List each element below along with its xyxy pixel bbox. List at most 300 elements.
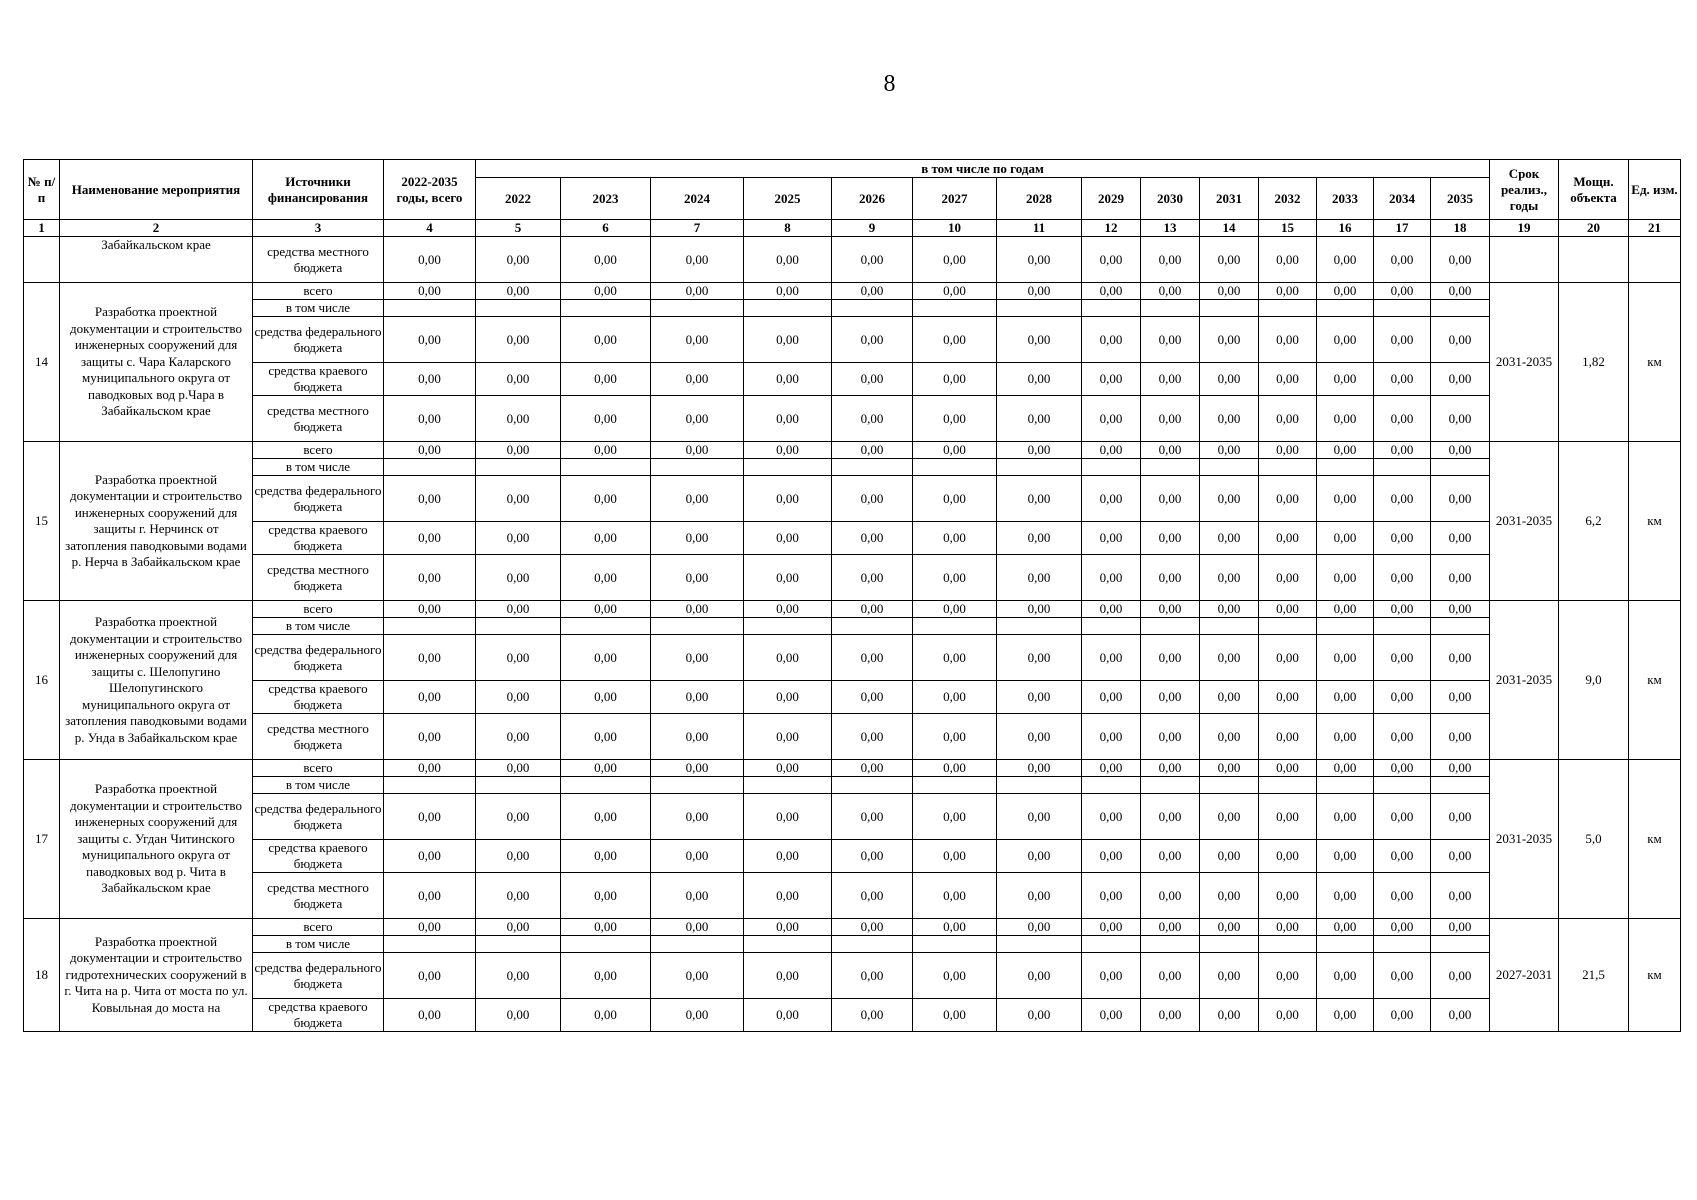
table-row xyxy=(24,396,1681,442)
table-body xyxy=(24,237,1681,1032)
value-cell xyxy=(1200,300,1259,317)
value-cell: 0,00 xyxy=(832,522,913,555)
value-cell: 0,00 xyxy=(1082,476,1141,522)
header-term: Срок реализ., годы xyxy=(1490,160,1559,220)
event-name-cell: Разработка проектной документации и строительство инженерных сооружений для защиты г. Нерчинск от затопления паводковыми водами р. Нерча в Забайкальском крае xyxy=(60,442,253,601)
value-cell: 0,00 xyxy=(1317,760,1374,777)
value-cell: 0,00 xyxy=(832,317,913,363)
value-cell: 0,00 xyxy=(384,681,476,714)
column-number-cell: 4 xyxy=(384,220,476,237)
value-cell xyxy=(561,300,651,317)
value-cell xyxy=(1431,936,1490,953)
value-cell: 0,00 xyxy=(1259,635,1317,681)
value-cell: 0,00 xyxy=(1431,681,1490,714)
value-cell xyxy=(1374,618,1431,635)
column-number-cell: 1 xyxy=(24,220,60,237)
table-row xyxy=(24,936,1681,953)
value-cell: 0,00 xyxy=(476,635,561,681)
value-cell: 0,00 xyxy=(1317,476,1374,522)
value-cell xyxy=(1141,618,1200,635)
funding-source-cell: средства местного бюджета xyxy=(253,237,384,283)
value-cell: 0,00 xyxy=(1374,919,1431,936)
value-cell: 0,00 xyxy=(651,999,744,1032)
funding-source-cell: средства федерального бюджета xyxy=(253,794,384,840)
value-cell: 0,00 xyxy=(384,840,476,873)
value-cell: 0,00 xyxy=(997,760,1082,777)
value-cell: 0,00 xyxy=(384,601,476,618)
value-cell: 0,00 xyxy=(651,283,744,300)
value-cell: 0,00 xyxy=(1200,794,1259,840)
value-cell: 0,00 xyxy=(1259,363,1317,396)
value-cell: 0,00 xyxy=(1259,442,1317,459)
value-cell: 0,00 xyxy=(1317,601,1374,618)
column-number-cell: 13 xyxy=(1141,220,1200,237)
table-row xyxy=(24,840,1681,873)
unit-cell: км xyxy=(1629,442,1681,601)
value-cell xyxy=(1317,618,1374,635)
value-cell: 0,00 xyxy=(1082,555,1141,601)
value-cell: 0,00 xyxy=(1200,237,1259,283)
row-number-cell: 18 xyxy=(24,919,60,1032)
value-cell xyxy=(1374,459,1431,476)
header-year-2031: 2031 xyxy=(1200,178,1259,220)
value-cell: 0,00 xyxy=(832,601,913,618)
value-cell: 0,00 xyxy=(561,681,651,714)
value-cell: 0,00 xyxy=(1082,714,1141,760)
column-number-cell: 10 xyxy=(913,220,997,237)
value-cell: 0,00 xyxy=(1200,919,1259,936)
value-cell: 0,00 xyxy=(1374,283,1431,300)
header-source: Источники финансирования xyxy=(253,160,384,220)
value-cell xyxy=(997,777,1082,794)
table-row xyxy=(24,681,1681,714)
header-year-2028: 2028 xyxy=(997,178,1082,220)
funding-source-cell: средства федерального бюджета xyxy=(253,476,384,522)
value-cell: 0,00 xyxy=(384,919,476,936)
value-cell: 0,00 xyxy=(913,363,997,396)
value-cell: 0,00 xyxy=(651,919,744,936)
value-cell: 0,00 xyxy=(1200,442,1259,459)
header-year-2026: 2026 xyxy=(832,178,913,220)
table-row xyxy=(24,873,1681,919)
value-cell: 0,00 xyxy=(561,555,651,601)
term-cell: 2031-2035 xyxy=(1490,442,1559,601)
value-cell: 0,00 xyxy=(1141,237,1200,283)
value-cell: 0,00 xyxy=(1259,555,1317,601)
value-cell xyxy=(1141,459,1200,476)
value-cell: 0,00 xyxy=(1431,396,1490,442)
value-cell: 0,00 xyxy=(1141,840,1200,873)
event-name-cell: Разработка проектной документации и строительство гидротехнических сооружений в г. Чита на р. Чита от моста по ул. Ковыльная до моста на xyxy=(60,919,253,1032)
value-cell: 0,00 xyxy=(1431,601,1490,618)
value-cell: 0,00 xyxy=(744,919,832,936)
value-cell: 0,00 xyxy=(1082,363,1141,396)
value-cell: 0,00 xyxy=(997,283,1082,300)
column-number-cell: 12 xyxy=(1082,220,1141,237)
value-cell: 0,00 xyxy=(1317,555,1374,601)
value-cell xyxy=(1431,300,1490,317)
capacity-cell xyxy=(1559,237,1629,283)
value-cell: 0,00 xyxy=(913,237,997,283)
row-number-cell: 15 xyxy=(24,442,60,601)
value-cell: 0,00 xyxy=(1200,283,1259,300)
value-cell: 0,00 xyxy=(913,919,997,936)
value-cell: 0,00 xyxy=(913,953,997,999)
value-cell: 0,00 xyxy=(651,681,744,714)
value-cell: 0,00 xyxy=(1317,840,1374,873)
value-cell: 0,00 xyxy=(1141,873,1200,919)
value-cell xyxy=(744,618,832,635)
value-cell: 0,00 xyxy=(1141,522,1200,555)
value-cell xyxy=(1082,459,1141,476)
value-cell: 0,00 xyxy=(1317,794,1374,840)
funding-source-cell: всего xyxy=(253,919,384,936)
funding-source-cell: в том числе xyxy=(253,936,384,953)
value-cell: 0,00 xyxy=(1141,635,1200,681)
value-cell: 0,00 xyxy=(997,681,1082,714)
value-cell: 0,00 xyxy=(1082,681,1141,714)
value-cell: 0,00 xyxy=(1082,317,1141,363)
value-cell: 0,00 xyxy=(561,953,651,999)
value-cell: 0,00 xyxy=(561,714,651,760)
value-cell: 0,00 xyxy=(832,714,913,760)
term-cell xyxy=(1490,237,1559,283)
value-cell: 0,00 xyxy=(651,635,744,681)
value-cell xyxy=(832,777,913,794)
value-cell: 0,00 xyxy=(476,840,561,873)
value-cell: 0,00 xyxy=(1374,476,1431,522)
value-cell: 0,00 xyxy=(1200,840,1259,873)
column-number-cell: 19 xyxy=(1490,220,1559,237)
value-cell: 0,00 xyxy=(561,237,651,283)
value-cell: 0,00 xyxy=(1317,522,1374,555)
header-year-2032: 2032 xyxy=(1259,178,1317,220)
table-row xyxy=(24,459,1681,476)
value-cell: 0,00 xyxy=(744,442,832,459)
value-cell: 0,00 xyxy=(1200,635,1259,681)
value-cell xyxy=(913,777,997,794)
value-cell: 0,00 xyxy=(832,760,913,777)
row-number-cell xyxy=(24,237,60,283)
value-cell: 0,00 xyxy=(913,555,997,601)
value-cell: 0,00 xyxy=(997,396,1082,442)
value-cell: 0,00 xyxy=(476,442,561,459)
value-cell: 0,00 xyxy=(1374,999,1431,1032)
value-cell: 0,00 xyxy=(832,442,913,459)
value-cell: 0,00 xyxy=(1317,237,1374,283)
value-cell: 0,00 xyxy=(1082,635,1141,681)
value-cell: 0,00 xyxy=(561,317,651,363)
budget-table xyxy=(23,159,1681,1032)
funding-source-cell: в том числе xyxy=(253,618,384,635)
value-cell xyxy=(384,777,476,794)
header-year-2022: 2022 xyxy=(476,178,561,220)
term-cell: 2031-2035 xyxy=(1490,601,1559,760)
value-cell xyxy=(997,618,1082,635)
event-name-cell: Разработка проектной документации и строительство инженерных сооружений для защиты с. Шелопугино Шелопугинского муниципального округа от затопления паводковыми водами р. Унда в Забайкальском крае xyxy=(60,601,253,760)
value-cell: 0,00 xyxy=(1259,681,1317,714)
table-row xyxy=(24,760,1681,777)
column-number-cell: 9 xyxy=(832,220,913,237)
table-row xyxy=(24,283,1681,300)
table-row xyxy=(24,317,1681,363)
value-cell: 0,00 xyxy=(476,237,561,283)
value-cell: 0,00 xyxy=(997,363,1082,396)
value-cell: 0,00 xyxy=(1317,442,1374,459)
value-cell xyxy=(384,459,476,476)
value-cell: 0,00 xyxy=(476,919,561,936)
value-cell: 0,00 xyxy=(1374,363,1431,396)
value-cell: 0,00 xyxy=(1082,522,1141,555)
value-cell: 0,00 xyxy=(384,317,476,363)
value-cell: 0,00 xyxy=(476,999,561,1032)
value-cell: 0,00 xyxy=(1141,442,1200,459)
funding-source-cell: всего xyxy=(253,283,384,300)
column-number-cell: 7 xyxy=(651,220,744,237)
value-cell: 0,00 xyxy=(744,681,832,714)
value-cell: 0,00 xyxy=(1431,919,1490,936)
value-cell: 0,00 xyxy=(476,714,561,760)
value-cell: 0,00 xyxy=(651,317,744,363)
value-cell xyxy=(744,777,832,794)
event-name-cell: Разработка проектной документации и строительство инженерных сооружений для защиты с. Чара Каларского муниципального округа от паводковых вод р.Чара в Забайкальском крае xyxy=(60,283,253,442)
value-cell: 0,00 xyxy=(1431,363,1490,396)
value-cell xyxy=(561,459,651,476)
value-cell: 0,00 xyxy=(1141,476,1200,522)
value-cell: 0,00 xyxy=(1141,919,1200,936)
funding-source-cell: всего xyxy=(253,442,384,459)
value-cell xyxy=(1082,300,1141,317)
value-cell: 0,00 xyxy=(476,953,561,999)
value-cell: 0,00 xyxy=(651,522,744,555)
value-cell: 0,00 xyxy=(1431,555,1490,601)
value-cell xyxy=(1141,300,1200,317)
event-name-cell: Забайкальском крае xyxy=(60,237,253,283)
value-cell xyxy=(1431,459,1490,476)
value-cell: 0,00 xyxy=(1374,317,1431,363)
value-cell: 0,00 xyxy=(997,237,1082,283)
value-cell: 0,00 xyxy=(1374,840,1431,873)
value-cell: 0,00 xyxy=(1431,760,1490,777)
header-year-2027: 2027 xyxy=(913,178,997,220)
term-cell: 2031-2035 xyxy=(1490,760,1559,919)
value-cell: 0,00 xyxy=(832,840,913,873)
value-cell: 0,00 xyxy=(561,396,651,442)
value-cell: 0,00 xyxy=(476,555,561,601)
value-cell: 0,00 xyxy=(997,317,1082,363)
value-cell: 0,00 xyxy=(1200,396,1259,442)
value-cell: 0,00 xyxy=(561,522,651,555)
value-cell xyxy=(1141,777,1200,794)
value-cell xyxy=(1141,936,1200,953)
value-cell: 0,00 xyxy=(561,794,651,840)
value-cell: 0,00 xyxy=(1374,601,1431,618)
value-cell: 0,00 xyxy=(744,760,832,777)
value-cell: 0,00 xyxy=(476,317,561,363)
value-cell xyxy=(1259,618,1317,635)
value-cell: 0,00 xyxy=(1317,999,1374,1032)
row-number-cell: 17 xyxy=(24,760,60,919)
value-cell: 0,00 xyxy=(832,283,913,300)
value-cell: 0,00 xyxy=(1141,283,1200,300)
value-cell xyxy=(651,459,744,476)
table-row xyxy=(24,601,1681,618)
value-cell: 0,00 xyxy=(1317,396,1374,442)
value-cell xyxy=(1200,936,1259,953)
value-cell: 0,00 xyxy=(1259,476,1317,522)
value-cell: 0,00 xyxy=(832,555,913,601)
column-number-cell: 21 xyxy=(1629,220,1681,237)
value-cell: 0,00 xyxy=(997,873,1082,919)
column-number-cell: 3 xyxy=(253,220,384,237)
funding-source-cell: средства местного бюджета xyxy=(253,555,384,601)
value-cell: 0,00 xyxy=(913,681,997,714)
value-cell: 0,00 xyxy=(651,555,744,601)
value-cell: 0,00 xyxy=(1200,760,1259,777)
value-cell xyxy=(1200,459,1259,476)
value-cell: 0,00 xyxy=(997,999,1082,1032)
value-cell xyxy=(651,618,744,635)
value-cell: 0,00 xyxy=(1317,919,1374,936)
value-cell: 0,00 xyxy=(1431,873,1490,919)
value-cell: 0,00 xyxy=(997,442,1082,459)
value-cell: 0,00 xyxy=(476,283,561,300)
value-cell: 0,00 xyxy=(1317,953,1374,999)
value-cell: 0,00 xyxy=(384,555,476,601)
value-cell: 0,00 xyxy=(651,442,744,459)
value-cell: 0,00 xyxy=(913,317,997,363)
value-cell: 0,00 xyxy=(1317,681,1374,714)
value-cell: 0,00 xyxy=(384,635,476,681)
table-row xyxy=(24,953,1681,999)
capacity-cell: 5,0 xyxy=(1559,760,1629,919)
value-cell xyxy=(1317,459,1374,476)
value-cell xyxy=(744,459,832,476)
value-cell: 0,00 xyxy=(744,635,832,681)
value-cell: 0,00 xyxy=(744,555,832,601)
value-cell: 0,00 xyxy=(1374,635,1431,681)
value-cell: 0,00 xyxy=(1200,953,1259,999)
value-cell: 0,00 xyxy=(744,522,832,555)
value-cell: 0,00 xyxy=(561,476,651,522)
value-cell: 0,00 xyxy=(384,522,476,555)
value-cell: 0,00 xyxy=(1259,283,1317,300)
header-capacity: Мощн. объекта xyxy=(1559,160,1629,220)
value-cell: 0,00 xyxy=(744,317,832,363)
value-cell: 0,00 xyxy=(1082,283,1141,300)
header-year-2030: 2030 xyxy=(1141,178,1200,220)
unit-cell: км xyxy=(1629,919,1681,1032)
value-cell: 0,00 xyxy=(1259,873,1317,919)
header-year-2029: 2029 xyxy=(1082,178,1141,220)
table-row xyxy=(24,363,1681,396)
capacity-cell: 21,5 xyxy=(1559,919,1629,1032)
value-cell: 0,00 xyxy=(1200,681,1259,714)
value-cell: 0,00 xyxy=(1431,237,1490,283)
value-cell: 0,00 xyxy=(997,794,1082,840)
value-cell: 0,00 xyxy=(384,794,476,840)
value-cell: 0,00 xyxy=(1082,794,1141,840)
value-cell: 0,00 xyxy=(1431,283,1490,300)
value-cell: 0,00 xyxy=(1317,283,1374,300)
value-cell: 0,00 xyxy=(1082,919,1141,936)
value-cell: 0,00 xyxy=(913,794,997,840)
value-cell: 0,00 xyxy=(1374,555,1431,601)
value-cell: 0,00 xyxy=(1259,396,1317,442)
value-cell xyxy=(913,618,997,635)
value-cell: 0,00 xyxy=(384,476,476,522)
funding-source-cell: средства местного бюджета xyxy=(253,396,384,442)
term-cell: 2027-2031 xyxy=(1490,919,1559,1032)
value-cell: 0,00 xyxy=(1082,953,1141,999)
header-num: № п/ п xyxy=(24,160,60,220)
value-cell: 0,00 xyxy=(913,714,997,760)
header-total: 2022-2035 годы, всего xyxy=(384,160,476,220)
value-cell xyxy=(1259,777,1317,794)
value-cell: 0,00 xyxy=(832,953,913,999)
value-cell: 0,00 xyxy=(744,953,832,999)
value-cell: 0,00 xyxy=(1259,601,1317,618)
value-cell: 0,00 xyxy=(651,873,744,919)
value-cell: 0,00 xyxy=(561,873,651,919)
value-cell xyxy=(1259,459,1317,476)
value-cell: 0,00 xyxy=(1431,840,1490,873)
value-cell: 0,00 xyxy=(476,522,561,555)
value-cell xyxy=(1082,618,1141,635)
value-cell: 0,00 xyxy=(997,555,1082,601)
value-cell xyxy=(1317,777,1374,794)
value-cell: 0,00 xyxy=(744,396,832,442)
value-cell: 0,00 xyxy=(1200,601,1259,618)
value-cell: 0,00 xyxy=(1259,919,1317,936)
value-cell xyxy=(832,459,913,476)
value-cell: 0,00 xyxy=(384,237,476,283)
funding-source-cell: средства федерального бюджета xyxy=(253,635,384,681)
value-cell xyxy=(832,300,913,317)
unit-cell: км xyxy=(1629,283,1681,442)
unit-cell: км xyxy=(1629,601,1681,760)
funding-source-cell: средства краевого бюджета xyxy=(253,999,384,1032)
header-year-2033: 2033 xyxy=(1317,178,1374,220)
value-cell: 0,00 xyxy=(1082,840,1141,873)
event-name-cell: Разработка проектной документации и строительство инженерных сооружений для защиты с. Угдан Читинского муниципального округа от паводковых вод р. Чита в Забайкальском крае xyxy=(60,760,253,919)
value-cell: 0,00 xyxy=(913,999,997,1032)
value-cell: 0,00 xyxy=(744,237,832,283)
value-cell: 0,00 xyxy=(1317,317,1374,363)
value-cell: 0,00 xyxy=(1374,237,1431,283)
column-number-cell: 20 xyxy=(1559,220,1629,237)
value-cell: 0,00 xyxy=(1141,953,1200,999)
value-cell: 0,00 xyxy=(1374,522,1431,555)
funding-source-cell: средства федерального бюджета xyxy=(253,953,384,999)
value-cell: 0,00 xyxy=(744,873,832,919)
column-number-cell: 17 xyxy=(1374,220,1431,237)
table-row xyxy=(24,476,1681,522)
value-cell xyxy=(1317,300,1374,317)
value-cell: 0,00 xyxy=(384,760,476,777)
value-cell: 0,00 xyxy=(1141,363,1200,396)
capacity-cell: 6,2 xyxy=(1559,442,1629,601)
value-cell xyxy=(832,936,913,953)
value-cell xyxy=(1317,936,1374,953)
value-cell: 0,00 xyxy=(1259,760,1317,777)
value-cell: 0,00 xyxy=(561,760,651,777)
value-cell: 0,00 xyxy=(1200,317,1259,363)
funding-source-cell: в том числе xyxy=(253,300,384,317)
table-row xyxy=(24,618,1681,635)
funding-source-cell: в том числе xyxy=(253,777,384,794)
table-row xyxy=(24,442,1681,459)
